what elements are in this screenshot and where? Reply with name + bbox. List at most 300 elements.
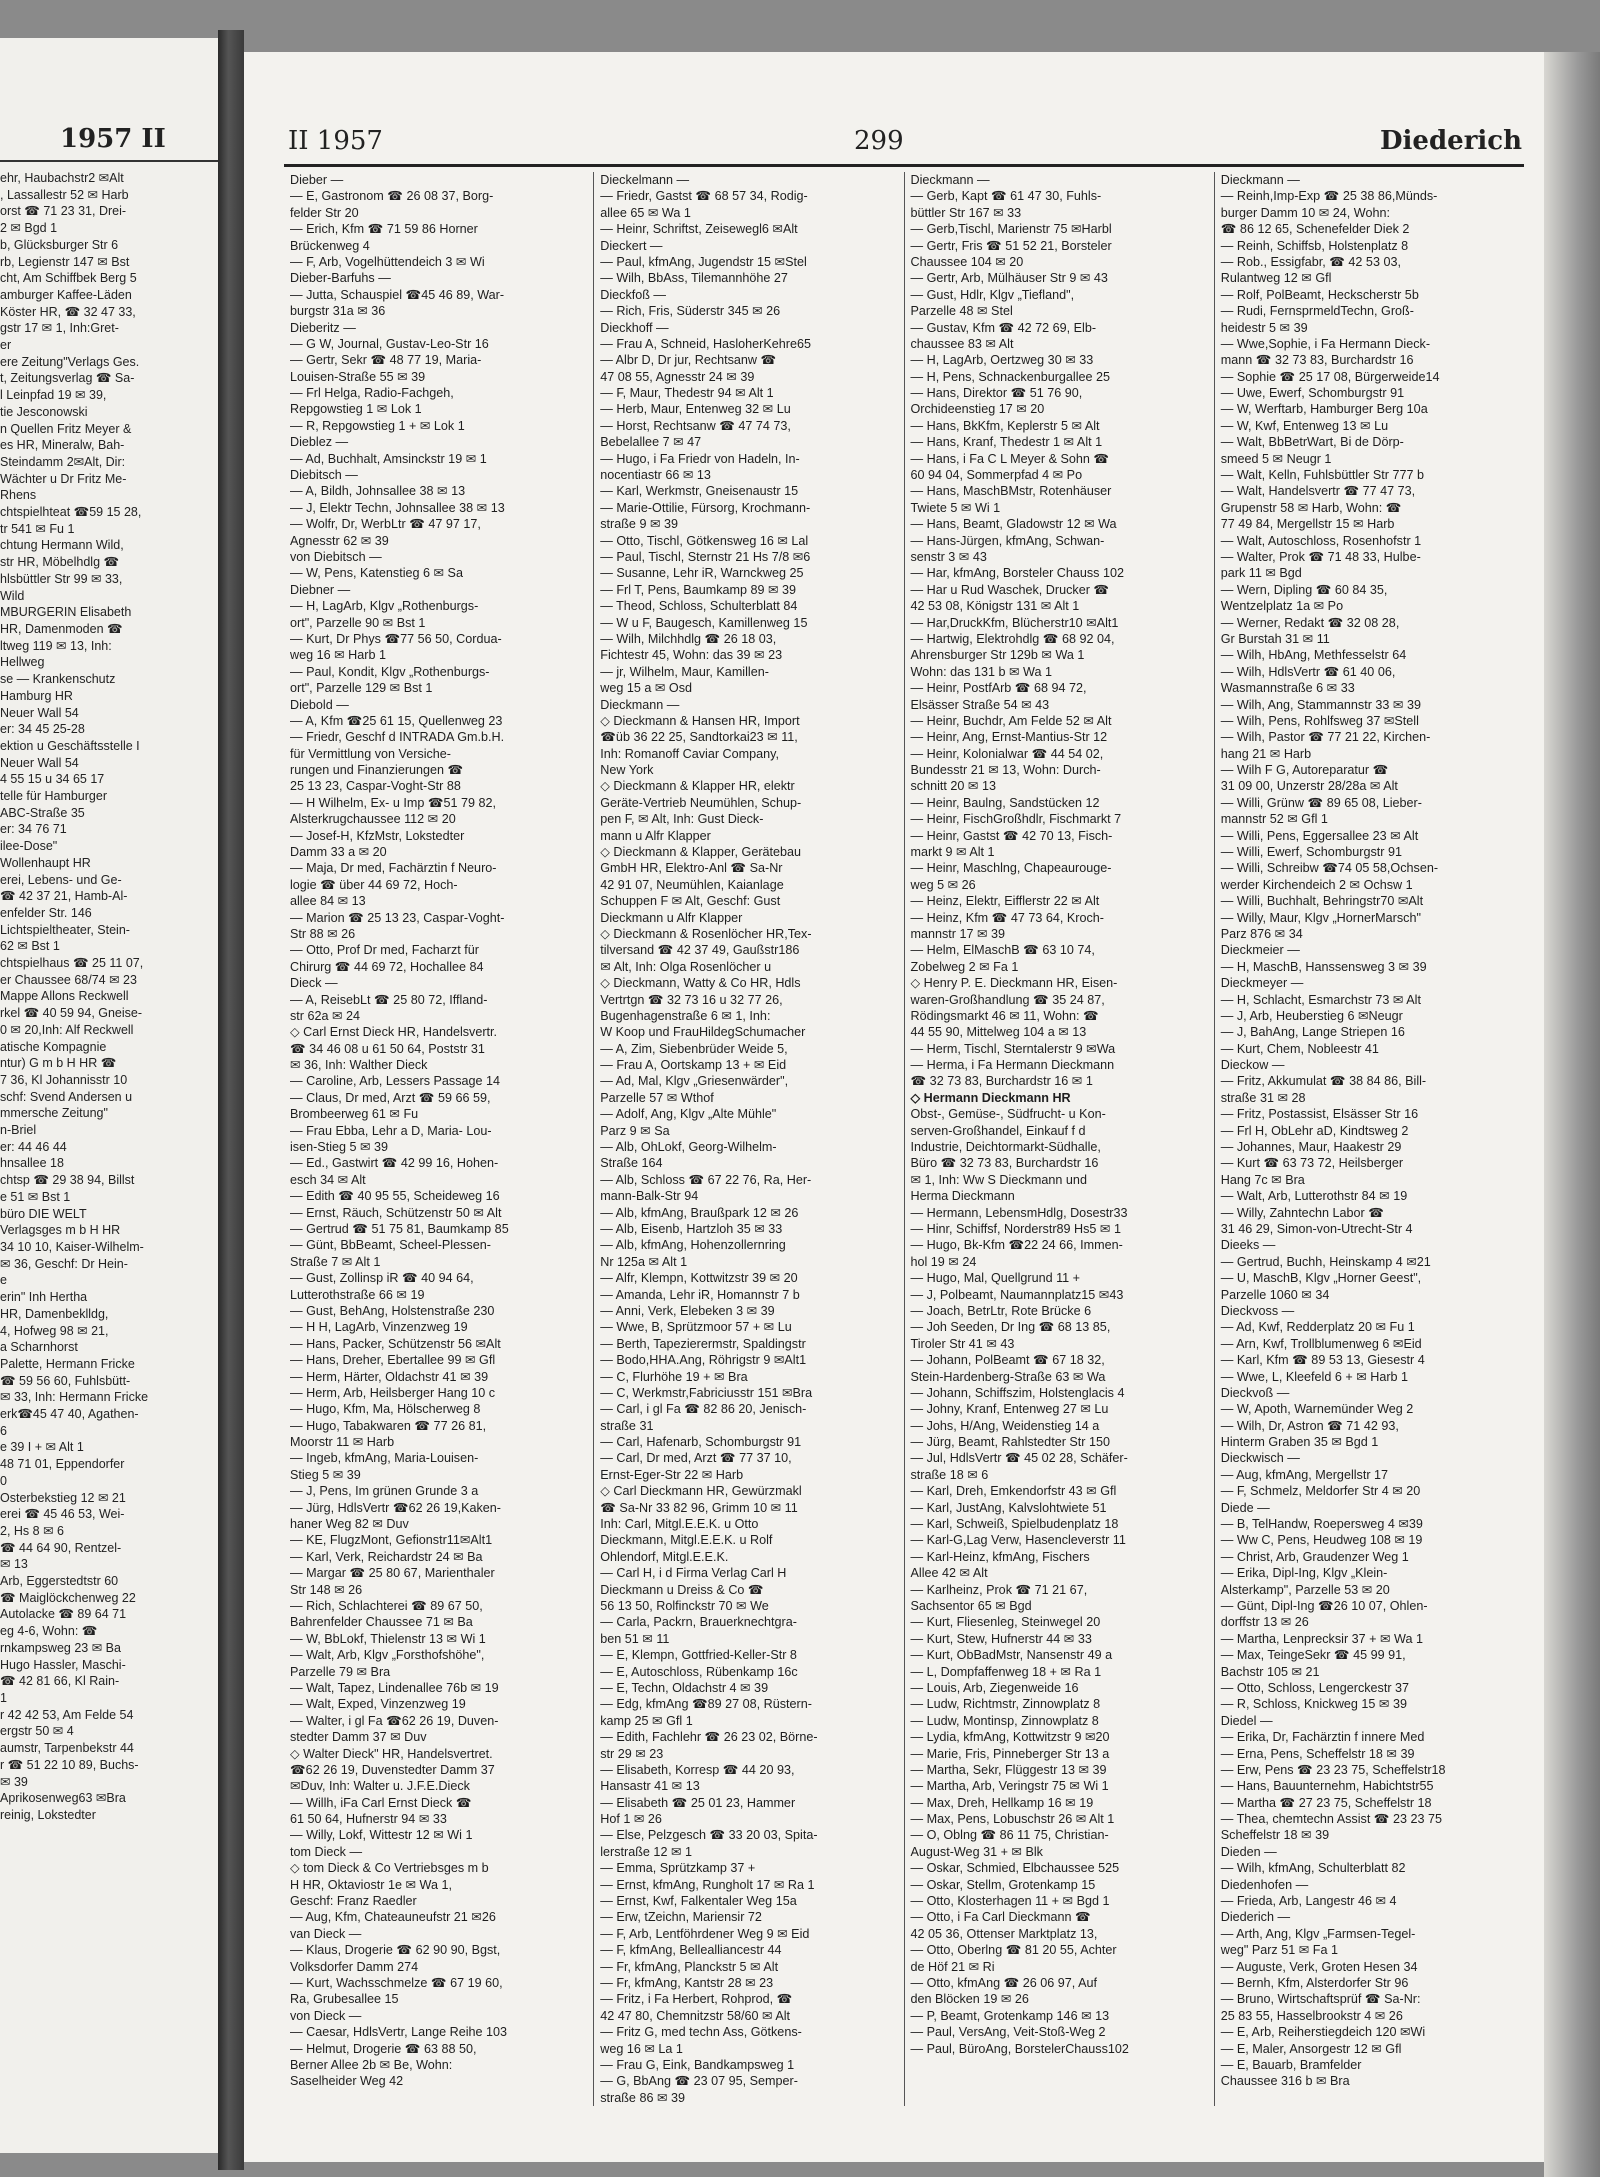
directory-entry-line: — Bodo,HHA.Ang, Röhrigstr 9 ✉Alt1 — [600, 1353, 807, 1368]
left-page-line: ehr, Haubachstr2 ✉Alt — [0, 171, 124, 185]
directory-entry-line: — Ernst, Räuch, Schützenstr 50 ✉ Alt — [290, 1205, 502, 1220]
directory-entry-line: Diede — — [1220, 1500, 1270, 1515]
left-page-line: Köster HR, ☎ 32 47 33, — [0, 304, 136, 319]
directory-entry-line: — A, ReisebLt ☎ 25 80 72, Iffland- — [290, 992, 488, 1007]
directory-entry-line: Moorstr 11 ✉ Harb — [290, 1435, 395, 1450]
directory-entry-line: — Sophie ☎ 25 17 08, Bürgerweide14 — [1220, 369, 1440, 384]
directory-entry-line: — G, BbAng ☎ 23 07 95, Semper- — [600, 2074, 798, 2089]
directory-entry-line: — J, BahAng, Lange Striepen 16 — [1220, 1025, 1405, 1040]
directory-entry-line: — Susanne, Lehr iR, Warnckweg 25 — [600, 566, 804, 581]
directory-entry-line: Diebold — — [290, 697, 349, 712]
left-page-line: eg 4-6, Wohn: ☎ — [0, 1624, 98, 1639]
directory-entry-line: — Gertr, Arb, Mülhäuser Str 9 ✉ 43 — [910, 271, 1108, 286]
directory-entry-line: mann-Balk-Str 94 — [600, 1189, 699, 1204]
directory-entry-line: — H H, LagArb, Vinzenzweg 19 — [290, 1320, 468, 1335]
directory-entry-line: Hang 7c ✉ Bra — [1220, 1172, 1305, 1187]
directory-entry-line: Brombeerweg 61 ✉ Fu — [290, 1107, 419, 1122]
left-page-header: 1957 II — [60, 124, 166, 154]
directory-entry-line: 42 91 07, Neumühlen, Kaianlage — [600, 877, 784, 892]
directory-entry-line: — C, Flurhöhe 19 + ✉ Bra — [600, 1369, 748, 1384]
left-page-line: er: 34 45 25-28 — [0, 722, 85, 737]
directory-entry-line: Gr Burstah 31 ✉ 11 — [1220, 631, 1330, 646]
directory-entry-line: Rulantweg 12 ✉ Gfl — [1220, 271, 1332, 286]
directory-entry-line: 60 94 04, Sommerpfad 4 ✉ Po — [910, 468, 1083, 483]
directory-entry-line: — Hans, Beamt, Gladowstr 12 ✉ Wa — [910, 517, 1117, 532]
left-page-line: ✉ 36, Geschf: Dr Hein- — [0, 1256, 128, 1271]
directory-entry-line: — F, Arb, Vogelhüttendeich 3 ✉ Wi — [290, 254, 485, 269]
directory-entry-line: 31 46 29, Simon-von-Utrecht-Str 4 — [1220, 1222, 1413, 1236]
directory-entry-line: — Wilh, Ang, Stammannstr 33 ✉ 39 — [1220, 697, 1421, 712]
directory-entry-line: — Edith ☎ 40 95 55, Scheideweg 16 — [290, 1189, 500, 1204]
left-page-line: 2, Hs 8 ✉ 6 — [0, 1523, 64, 1538]
directory-entry-line: — Caesar, HdlsVertr, Lange Reihe 103 — [290, 2025, 508, 2040]
directory-entry-line: — Otto, Tischl, Götkensweg 16 ✉ Lal — [600, 533, 809, 548]
directory-entry-line: Parzelle 48 ✉ Stel — [910, 304, 1013, 319]
directory-entry-line: — Johann, PolBeamt ☎ 67 18 32, — [910, 1353, 1105, 1368]
directory-entry-line: markt 9 ✉ Alt 1 — [910, 845, 995, 860]
directory-entry-line: — Hans, Packer, Schützenstr 56 ✉Alt — [290, 1336, 501, 1351]
left-page-line: b, Glücksburger Str 6 — [0, 237, 119, 252]
directory-entry-line: — H, Pens, Schnackenburgallee 25 — [910, 369, 1111, 384]
directory-entry-line: ◇ Hermann Dieckmann HR — [910, 1090, 1071, 1105]
directory-entry-line: — Carla, Packrn, Brauerknechtgra- — [600, 1615, 797, 1630]
directory-entry-line: — Carl H, i d Firma Verlag Carl H — [600, 1566, 787, 1581]
left-page-line: 48 71 01, Eppendorfer — [0, 1457, 125, 1472]
directory-entry-line: — Hans-Jürgen, kfmAng, Schwan- — [910, 533, 1105, 548]
left-page-line: Rhens — [0, 488, 37, 503]
left-page-line: 6 — [0, 1423, 7, 1438]
directory-entry-line: — Otto, Klosterhagen 11 + ✉ Bgd 1 — [910, 1894, 1110, 1909]
directory-entry-line: ◇ tom Dieck & Co Vertriebsges m b — [290, 1861, 489, 1876]
directory-entry-line: Tiroler Str 41 ✉ 43 — [910, 1336, 1015, 1351]
directory-entry-line: — Erna, Pens, Scheffelstr 18 ✉ 39 — [1220, 1746, 1415, 1761]
directory-entry-line: str 29 ✉ 23 — [600, 1746, 664, 1761]
left-page-line: se — Krankenschutz — [0, 672, 116, 687]
left-page-line: 0 ✉ 20,Inh: Alf Reckwell — [0, 1022, 134, 1037]
directory-entry-line: — Fritz, Akkumulat ☎ 38 84 86, Bill- — [1220, 1074, 1427, 1089]
directory-entry-line: Dieckmeier — — [1220, 943, 1300, 958]
directory-entry-line: — Gertr, Sekr ☎ 48 77 19, Maria- — [290, 353, 482, 368]
left-page-line: r ☎ 51 22 10 89, Buchs- — [0, 1757, 139, 1772]
directory-entry-line: — Walt, Exped, Vinzenzweg 19 — [290, 1697, 466, 1712]
directory-entry-line: Dieckmann, Mitgl.E.E.K. u Rolf — [600, 1533, 773, 1548]
directory-entry-line: — Maja, Dr med, Fachärztin f Neuro- — [290, 861, 497, 876]
directory-entry-line: dorffstr 13 ✉ 26 — [1220, 1615, 1309, 1630]
directory-entry-line: — Erika, Dipl-Ing, Klgv „Klein- — [1220, 1566, 1388, 1581]
directory-entry-line: — Heinz, Elektr, Eifflerstr 22 ✉ Alt — [910, 894, 1100, 909]
directory-entry-line: — J, Pens, Im grünen Grunde 3 a — [290, 1484, 479, 1499]
left-page-line: t, Zeitungsverlag ☎ Sa- — [0, 371, 135, 386]
directory-entry-line: — Helmut, Drogerie ☎ 63 88 50, — [290, 2041, 477, 2056]
directory-entry-line: — Ad, Buchhalt, Amsinckstr 19 ✉ 1 — [290, 451, 487, 466]
directory-entry-line: — Karl, Werkmstr, Gneisenaustr 15 — [600, 484, 799, 499]
directory-entry-line: Parzelle 1060 ✉ 34 — [1220, 1287, 1330, 1302]
directory-entry-line: — Hugo, i Fa Friedr von Hadeln, In- — [600, 451, 800, 466]
directory-entry-line: — Willy, Lokf, Wittestr 12 ✉ Wi 1 — [290, 1828, 473, 1843]
directory-entry-line: 31 09 00, Unzerstr 28/28a ✉ Alt — [1220, 779, 1398, 794]
directory-entry-line: stedter Damm 37 ✉ Duv — [290, 1730, 427, 1745]
left-page-line: 2 ✉ Bgd 1 — [0, 221, 58, 236]
left-page-line: erei, Lebens- und Ge- — [0, 872, 122, 887]
left-page-line: cht, Am Schiffbek Berg 5 — [0, 271, 137, 286]
directory-entry-line: — Gust, BehAng, Holstenstraße 230 — [290, 1303, 495, 1318]
directory-entry-line: — J, Elektr Techn, Johnsallee 38 ✉ 13 — [290, 500, 505, 515]
directory-entry-line: — Thea, chemtechn Assist ☎ 23 23 75 — [1220, 1812, 1443, 1827]
directory-entry-line: Schuppen F ✉ Alt, Geschf: Gust — [600, 894, 781, 909]
directory-entry-line: Inh: Carl, Mitgl.E.E.K. u Otto — [600, 1517, 759, 1532]
directory-entry-line: Brückenweg 4 — [290, 238, 370, 253]
directory-entry-line: — Paul, Kondit, Klgv „Rothenburgs- — [290, 664, 490, 679]
left-page-line: Arb, Eggerstedtstr 60 — [0, 1574, 119, 1589]
directory-entry-line: — Fritz, Postassist, Elsässer Str 16 — [1220, 1107, 1419, 1122]
left-page-line: ntur) G m b H HR ☎ — [0, 1056, 117, 1071]
directory-entry-line: — Joh Seeden, Dr Ing ☎ 68 13 85, — [910, 1320, 1111, 1335]
directory-entry-line: — Günt, Dipl-Ing ☎26 10 07, Ohlen- — [1220, 1598, 1428, 1613]
directory-entry-line: — Jürg, Beamt, Rahlstedter Str 150 — [910, 1435, 1110, 1450]
directory-entry-line: Stein-Hardenberg-Straße 63 ✉ Wa — [910, 1369, 1106, 1384]
directory-entry-line: Industrie, Deichtormarkt-Südhalle, — [910, 1140, 1101, 1155]
directory-entry-line: Dieber-Barfuhs — — [290, 271, 391, 286]
directory-entry-line: — Alfr, Klempn, Kottwitzstr 39 ✉ 20 — [600, 1271, 798, 1286]
directory-entry-line: — Gertrud, Buchh, Heinskamp 4 ✉21 — [1220, 1254, 1431, 1269]
directory-entry-line: — Karl, Verk, Reichardstr 24 ✉ Ba — [290, 1549, 483, 1564]
directory-entry-line: — jr, Wilhelm, Maur, Kamillen- — [600, 664, 769, 679]
directory-entry-line: — Karlheinz, Prok ☎ 71 21 67, — [910, 1582, 1088, 1597]
left-page-line: tr 541 ✉ Fu 1 — [0, 521, 75, 536]
directory-entry-line: — Kurt, Chem, Nobleestr 41 — [1220, 1041, 1379, 1056]
directory-entry-line: — Walter, Prok ☎ 71 48 33, Hulbe- — [1220, 549, 1421, 564]
directory-entry-line: — P, Beamt, Grotenkamp 146 ✉ 13 — [910, 2008, 1110, 2023]
directory-entry-line: — W, Pens, Katenstieg 6 ✉ Sa — [290, 566, 463, 581]
directory-entry-line: — Reinh,Imp-Exp ☎ 25 38 86,Münds- — [1220, 189, 1438, 204]
left-page-line: ergstr 50 ✉ 4 — [0, 1724, 74, 1739]
left-page-line: Neuer Wall 54 — [0, 705, 79, 720]
left-page-line: Neuer Wall 54 — [0, 755, 79, 770]
left-page-line: Hamburg HR — [0, 688, 73, 703]
left-page-line: er: 34 76 71 — [0, 822, 67, 837]
directory-entry-line: — Oskar, Stellm, Grotenkamp 15 — [910, 1877, 1096, 1892]
directory-entry-line: — Kurt, Stew, Hufnerstr 44 ✉ 33 — [910, 1631, 1092, 1646]
left-page-line: er — [0, 338, 12, 353]
directory-entry-line: Vertrtgn ☎ 32 73 16 u 32 77 26, — [600, 992, 783, 1007]
directory-entry-line: — Ernst, Kwf, Falkentaler Weg 15a — [600, 1894, 797, 1909]
directory-entry-line: — Rob., Essigfabr, ☎ 42 53 03, — [1220, 254, 1401, 269]
directory-entry-line: — J, Arb, Heuberstieg 6 ✉Neugr — [1220, 1008, 1403, 1023]
directory-entry-line: New York — [600, 763, 654, 778]
directory-entry-line: — Edg, kfmAng ☎89 27 08, Rüstern- — [600, 1697, 812, 1712]
directory-entry-line: — A, Bildh, Johnsallee 38 ✉ 13 — [290, 484, 466, 499]
left-page-line: Lichtspieltheater, Stein- — [0, 922, 130, 937]
directory-entry-line: — Max, TeingeSekr ☎ 45 99 91, — [1220, 1648, 1406, 1663]
left-page-line: enfelder Str. 146 — [0, 905, 92, 920]
directory-entry-line: — Aug, kfmAng, Mergellstr 17 — [1220, 1467, 1389, 1482]
directory-entry-line: Büro ☎ 32 73 83, Burchardstr 16 — [910, 1156, 1099, 1171]
directory-entry-line: 56 13 50, Rolfinckstr 70 ✉ We — [600, 1598, 769, 1613]
directory-entry-line: — Frau Ebba, Lehr a D, Maria- Lou- — [290, 1123, 492, 1138]
left-page-line: Verlagsges m b H HR — [0, 1223, 121, 1238]
directory-entry-line: 42 47 80, Chemnitzstr 58/60 ✉ Alt — [600, 2008, 791, 2023]
directory-entry-line: Allee 42 ✉ Alt — [910, 1566, 988, 1581]
directory-entry-line: Repgowstieg 1 ✉ Lok 1 — [290, 402, 422, 417]
left-page-line: 62 ✉ Bst 1 — [0, 939, 60, 954]
directory-entry-line: Chaussee 316 b ✉ Bra — [1220, 2074, 1350, 2089]
directory-entry-line: Scheffelstr 18 ✉ 39 — [1220, 1828, 1330, 1843]
directory-entry-line: — Emma, Sprützkamp 37 + — [600, 1861, 756, 1876]
left-page — [0, 38, 218, 2153]
directory-entry-line: lerstraße 12 ✉ 1 — [600, 1844, 692, 1859]
directory-entry-line: 25 13 23, Caspar-Voght-Str 88 — [290, 779, 461, 794]
directory-entry-line: — Karl-Heinz, kfmAng, Fischers — [910, 1549, 1090, 1564]
directory-entry-line: — Friedr, Gastst ☎ 68 57 34, Rodig- — [600, 189, 808, 204]
directory-entry-line: Ohlendorf, Mitgl.E.E.K. — [600, 1549, 729, 1564]
directory-entry-line: — Wilh, HbAng, Methfesselstr 64 — [1220, 648, 1407, 663]
directory-entry-line: — Walt, Kelln, Fuhlsbüttler Str 777 b — [1220, 468, 1424, 483]
left-page-line: a Scharnhorst — [0, 1340, 78, 1355]
left-page-line: e 51 ✉ Bst 1 — [0, 1189, 71, 1204]
directory-entry-line: — Elisabeth, Korresp ☎ 44 20 93, — [600, 1762, 795, 1777]
directory-entry-line: — Wwe, L, Kleefeld 6 + ✉ Harb 1 — [1220, 1369, 1409, 1384]
directory-entry-line: — Gertr, Fris ☎ 51 52 21, Borsteler — [910, 238, 1112, 253]
directory-entry-line: Fichtestr 45, Wohn: das 39 ✉ 23 — [600, 648, 783, 663]
directory-entry-line: — Louis, Arb, Ziegenweide 16 — [910, 1680, 1079, 1695]
directory-entry-line: — Uwe, Ewerf, Schomburgstr 91 — [1220, 386, 1405, 401]
directory-entry-line: — Herm, Tischl, Sterntalerstr 9 ✉Wa — [910, 1041, 1116, 1056]
left-page-line: Hugo Hassler, Maschi- — [0, 1657, 126, 1672]
directory-entry-line: — Heinr, Baulng, Sandstücken 12 — [910, 795, 1100, 810]
directory-entry-line: — Frieda, Arb, Langestr 46 ✉ 4 — [1220, 1894, 1397, 1909]
directory-entry-line: — Willy, Zahntechn Labor ☎ — [1220, 1205, 1384, 1220]
directory-entry-line: weg 16 ✉ La 1 — [600, 2041, 683, 2056]
directory-entry-line: Dieckvoss — — [1220, 1303, 1295, 1318]
directory-entry-line: — Otto, Prof Dr med, Facharzt für — [290, 943, 479, 958]
directory-entry-line: isen-Stieg 5 ✉ 39 — [290, 1140, 389, 1155]
directory-entry-line: — W, BbLokf, Thielenstr 13 ✉ Wi 1 — [290, 1631, 486, 1646]
directory-entry-line: chaussee 83 ✉ Alt — [910, 336, 1014, 351]
directory-entry-line: — Rolf, PolBeamt, Heckscherstr 5b — [1220, 287, 1419, 302]
directory-entry-line: straße 31 ✉ 28 — [1220, 1090, 1306, 1105]
left-page-line: ✉ 33, Inh: Hermann Fricke — [0, 1390, 149, 1405]
directory-entry-line: Saselheider Weg 42 — [290, 2074, 404, 2089]
header-rule — [284, 164, 1524, 167]
directory-entry-line: Wentzelplatz 1a ✉ Po — [1220, 599, 1344, 614]
left-page-line: erk☎45 47 40, Agathen- — [0, 1407, 139, 1422]
directory-entry-line: — Paul, VersAng, Veit-Stoß-Weg 2 — [910, 2025, 1106, 2040]
directory-entry-line: — Otto, Schloss, Lengerckestr 37 — [1220, 1680, 1410, 1695]
directory-entry-line: Alsterkamp", Parzelle 53 ✉ 20 — [1220, 1582, 1390, 1597]
directory-entry-line: Parzelle 57 ✉ Wthof — [600, 1090, 714, 1105]
directory-entry-line: — Gustav, Kfm ☎ 42 72 69, Elb- — [910, 320, 1097, 335]
directory-entry-line: — Erika, Dr, Fachärztin f innere Med — [1220, 1730, 1425, 1745]
directory-entry-line: — Rudi, FernsprmeldTechn, Groß- — [1220, 304, 1414, 319]
directory-entry-line: — Jürg, HdlsVertr ☎62 26 19,Kaken- — [290, 1500, 501, 1515]
directory-entry-line: — Gerb, Kapt ☎ 61 47 30, Fuhls- — [910, 189, 1102, 204]
directory-entry-line: ben 51 ✉ 11 — [600, 1631, 670, 1646]
directory-entry-line: — Johann, Schiffszim, Holstenglacis 4 — [910, 1385, 1125, 1400]
directory-entry-line: haner Weg 82 ✉ Duv — [290, 1517, 409, 1532]
left-page-line: 7 36, Kl Johannisstr 10 — [0, 1072, 128, 1087]
directory-entry-line: — Wolfr, Dr, WerbLtr ☎ 47 97 17, — [290, 517, 481, 532]
directory-entry-line: Ra, Grubesallee 15 — [290, 1992, 399, 2007]
directory-entry-line: — G W, Journal, Gustav-Leo-Str 16 — [290, 336, 489, 351]
directory-entry-line: — Alb, Schloss ☎ 67 22 76, Ra, Her- — [600, 1172, 812, 1187]
left-page-line: rkel ☎ 40 59 94, Gneise- — [0, 1006, 143, 1021]
left-page-line: ☎ 44 64 90, Rentzel- — [0, 1540, 122, 1555]
left-page-line: es HR, Mineralw, Bah- — [0, 438, 125, 453]
left-page-line: str HR, Möbelhdlg ☎ — [0, 555, 120, 570]
directory-entry-line: — Heinr, Buchdr, Am Felde 52 ✉ Alt — [910, 713, 1112, 728]
directory-entry-line: — Josef-H, KfzMstr, Lokstedter — [290, 828, 465, 843]
left-page-line: hlsbüttler Str 99 ✉ 33, — [0, 571, 123, 586]
directory-entry-line: hang 21 ✉ Harb — [1220, 746, 1312, 761]
directory-entry-line: ◇ Walter Dieck" HR, Handelsvertret. — [290, 1746, 493, 1761]
directory-entry-line: ✉ 36, Inh: Walther Dieck — [290, 1058, 428, 1073]
directory-entry-line: heidestr 5 ✉ 39 — [1220, 320, 1308, 335]
directory-entry-line: — Walt, Tapez, Lindenallee 76b ✉ 19 — [290, 1680, 499, 1695]
directory-entry-line: — Johny, Kranf, Entenweg 27 ✉ Lu — [910, 1402, 1109, 1417]
directory-entry-line: felder Str 20 — [290, 205, 359, 220]
directory-entry-line: ◇ Dieckmann & Rosenlöcher HR,Tex- — [600, 926, 812, 941]
directory-entry-line: — Günt, BbBeamt, Scheel-Plessen- — [290, 1238, 491, 1253]
directory-entry-line: — Erw, Pens ☎ 23 23 75, Scheffelstr18 — [1220, 1762, 1446, 1777]
directory-entry-line: Nr 125a ✉ Alt 1 — [600, 1254, 688, 1269]
directory-entry-line: — Hans, i Fa C L Meyer & Sohn ☎ — [910, 451, 1110, 466]
directory-entry-line: — Alb, OhLokf, Georg-Wilhelm- — [600, 1140, 777, 1155]
directory-entry-line: — Edith, Fachlehr ☎ 26 23 02, Börne- — [600, 1730, 818, 1745]
directory-entry-line: — Frl Helga, Radio-Fachgeh, — [290, 386, 454, 401]
page-edge — [1544, 52, 1600, 2177]
directory-entry-line: ort", Parzelle 90 ✉ Bst 1 — [290, 615, 426, 630]
directory-entry-line: — Carl, i gl Fa ☎ 82 86 20, Jenisch- — [600, 1402, 807, 1417]
left-page-line: ilee-Dose" — [0, 839, 58, 854]
directory-entry-line: ☎ 86 12 65, Schenefelder Diek 2 — [1220, 222, 1410, 237]
directory-entry-line: — Bruno, Wirtschaftsprüf ☎ Sa-Nr: — [1220, 1992, 1421, 2007]
directory-entry-line: — Willi, Ewerf, Schomburgstr 91 — [1220, 845, 1403, 860]
directory-entry-line: — Auguste, Verk, Groten Hesen 34 — [1220, 1959, 1418, 1974]
directory-entry-line: senstr 3 ✉ 43 — [910, 549, 987, 564]
directory-entry-line: Dieckmann — — [1220, 173, 1300, 187]
directory-entry-line: — Frl T, Pens, Baumkamp 89 ✉ 39 — [600, 582, 797, 597]
directory-entry-line: Wasmannstraße 6 ✉ 33 — [1220, 681, 1355, 696]
left-page-line: n Quellen Fritz Meyer & — [0, 421, 132, 436]
left-page-line: atische Kompagnie — [0, 1039, 107, 1054]
left-page-header-rule — [0, 160, 218, 162]
directory-entry-line: — H Wilhelm, Ex- u Imp ☎51 79 82, — [290, 795, 497, 810]
directory-entry-line: — Har u Rud Waschek, Drucker ☎ — [910, 582, 1110, 597]
directory-entry-line: Berner Allee 2b ✉ Be, Wohn: — [290, 2057, 453, 2072]
directory-entry-line: — Walt, Arb, Lutterothstr 84 ✉ 19 — [1220, 1189, 1408, 1204]
directory-entry-line: ◇ Dieckmann, Watty & Co HR, Hdls — [600, 976, 801, 991]
directory-entry-line: weg 15 a ✉ Osd — [600, 681, 693, 696]
directory-entry-line: Inh: Romanoff Caviar Company, — [600, 746, 779, 761]
directory-entry-line: Str 148 ✉ 26 — [290, 1582, 363, 1597]
directory-entry-line: — E, Autoschloss, Rübenkamp 16c — [600, 1664, 798, 1679]
directory-entry-line: — W, Apoth, Warnemünder Weg 2 — [1220, 1402, 1414, 1417]
directory-entry-line: Hof 1 ✉ 26 — [600, 1812, 662, 1827]
directory-entry-line: werder Kirchendeich 2 ✉ Ochsw 1 — [1220, 877, 1413, 892]
directory-entry-line: 44 55 90, Mittelweg 104 a ✉ 13 — [910, 1025, 1087, 1040]
directory-entry-line: Bundesstr 21 ✉ 13, Wohn: Durch- — [910, 763, 1101, 778]
left-page-line: aumstr, Tarpenbekstr 44 — [0, 1741, 134, 1756]
directory-entry-line: Dieeks — — [1220, 1238, 1276, 1253]
directory-entry-line: Diedenhofen — — [1220, 1877, 1309, 1892]
directory-entry-line: — Otto, kfmAng ☎ 26 06 97, Auf — [910, 1975, 1097, 1990]
directory-entry-line: straße 31 — [600, 1418, 654, 1433]
directory-entry-line: — Reinh, Schiffsb, Holstenplatz 8 — [1220, 238, 1409, 253]
directory-entry-line: — H, LagArb, Oertzweg 30 ✉ 33 — [910, 353, 1094, 368]
directory-entry-line: Dieber — — [290, 173, 344, 187]
directory-entry-line: — Klaus, Drogerie ☎ 62 90 90, Bgst, — [290, 1943, 501, 1958]
directory-entry-line: — Har, kfmAng, Borsteler Chauss 102 — [910, 566, 1124, 581]
directory-entry-line: 47 08 55, Agnesstr 24 ✉ 39 — [600, 369, 755, 384]
left-page-line: 34 10 10, Kaiser-Wilhelm- — [0, 1240, 144, 1254]
directory-entry-line: — Hugo, Kfm, Ma, Hölscherweg 8 — [290, 1402, 481, 1417]
directory-entry-line: — Arth, Ang, Klgv „Farmsen-Tegel- — [1220, 1926, 1416, 1941]
directory-entry-line: Dieckelmann — — [600, 173, 690, 187]
left-page-text — [0, 170, 218, 1824]
directory-entry-line: — Wilh, Dr, Astron ☎ 71 42 93, — [1220, 1418, 1399, 1433]
directory-entry-line: — Claus, Dr med, Arzt ☎ 59 66 59, — [290, 1090, 491, 1105]
directory-entry-line: — Alb, kfmAng, Hohenzollernring — [600, 1238, 786, 1253]
directory-entry-line: rungen und Finanzierungen ☎ — [290, 763, 464, 778]
directory-entry-line: Obst-, Gemüse-, Südfrucht- u Kon- — [910, 1107, 1106, 1122]
directory-entry-line: — Erw, tZeichn, Mariensir 72 — [600, 1910, 762, 1925]
directory-entry-line: Grupenstr 58 ✉ Harb, Wohn: ☎ — [1220, 500, 1402, 515]
directory-entry-line: Geschf: Franz Raedler — [290, 1894, 417, 1909]
directory-entry-line: Dieck — — [290, 976, 338, 991]
directory-entry-line: Rödingsmarkt 46 ✉ 11, Wohn: ☎ — [910, 1008, 1099, 1023]
page-number: 299 — [854, 126, 904, 156]
directory-entry-line: Dieberitz — — [290, 320, 356, 335]
directory-entry-line: pen F, ✉ Alt, Inh: Gust Dieck- — [600, 812, 764, 827]
directory-entry-line: Twiete 5 ✉ Wi 1 — [910, 500, 1001, 515]
directory-entry-line: — Anni, Verk, Elebeken 3 ✉ 39 — [600, 1303, 775, 1318]
left-page-line: rb, Legienstr 147 ✉ Bst — [0, 254, 130, 269]
directory-entry-line: — Gust, Zollinsp iR ☎ 40 94 64, — [290, 1271, 474, 1286]
left-page-line: schf: Svend Andersen u — [0, 1089, 133, 1104]
directory-entry-line: Dieckert — — [600, 238, 663, 253]
left-page-line: ☎ 42 37 21, Hamb-Al- — [0, 889, 128, 904]
directory-entry-line: — Wilh, BbAss, Tilemannhöhe 27 — [600, 271, 788, 286]
directory-entry-line: — Fr, kfmAng, Kantstr 28 ✉ 23 — [600, 1975, 774, 1990]
directory-entry-line: — Karl-G,Lag Verw, Hasencleverstr 11 — [910, 1533, 1126, 1548]
left-page-line: ☎ 42 81 66, Kl Rain- — [0, 1674, 120, 1689]
directory-entry-line: — Rich, Fris, Süderstr 345 ✉ 26 — [600, 304, 781, 319]
directory-entry-line: — E, Arb, Reiherstiegdeich 120 ✉Wi — [1220, 2025, 1426, 2040]
directory-entry-line: für Vermittlung von Versiche- — [290, 746, 451, 761]
directory-entry-line: — Max, Dreh, Hellkamp 16 ✉ 19 — [910, 1795, 1094, 1810]
directory-entry-line: — Hans, MaschBMstr, Rotenhäuser — [910, 484, 1112, 499]
directory-entry-line: — Ludw, Montinsp, Zinnowplatz 8 — [910, 1713, 1099, 1728]
directory-entry-line: Str 88 ✉ 26 — [290, 926, 356, 941]
directory-entry-line: — W, Kwf, Entenweg 13 ✉ Lu — [1220, 418, 1389, 433]
directory-entry-line: — Willi, Pens, Eggersallee 23 ✉ Alt — [1220, 828, 1419, 843]
directory-entry-line: — Ad, Mal, Klgv „Griesenwärder", — [600, 1074, 789, 1089]
directory-entry-line: — Hans, Kranf, Thedestr 1 ✉ Alt 1 — [910, 435, 1103, 450]
directory-entry-line: — Karl, JustAng, Kalvslohtwiete 51 — [910, 1500, 1107, 1515]
left-page-line: chtspielhaus ☎ 25 11 07, — [0, 956, 144, 971]
left-page-line: MBURGERIN Elisabeth — [0, 605, 132, 620]
directory-entry-line: — Ww C, Pens, Heudweg 108 ✉ 19 — [1220, 1533, 1423, 1548]
left-page-line: Osterbekstieg 12 ✉ 21 — [0, 1490, 126, 1505]
directory-entry-line: straße 9 ✉ 39 — [600, 517, 679, 532]
directory-entry-line: — Hans, BkKfm, Keplerstr 5 ✉ Alt — [910, 418, 1100, 433]
directory-entry-line: 25 83 55, Hasselbrookstr 4 ✉ 26 — [1220, 2008, 1403, 2023]
left-page-line: Wächter u Dr Fritz Me- — [0, 471, 127, 486]
directory-entry-line: Volksdorfer Damm 274 — [290, 1959, 419, 1974]
directory-entry-line: von Diebitsch — — [290, 549, 382, 564]
directory-entry-line: ✉ 1, Inh: Ww S Dieckmann und — [910, 1172, 1087, 1187]
left-page-line: r 42 42 53, Am Felde 54 — [0, 1707, 134, 1722]
